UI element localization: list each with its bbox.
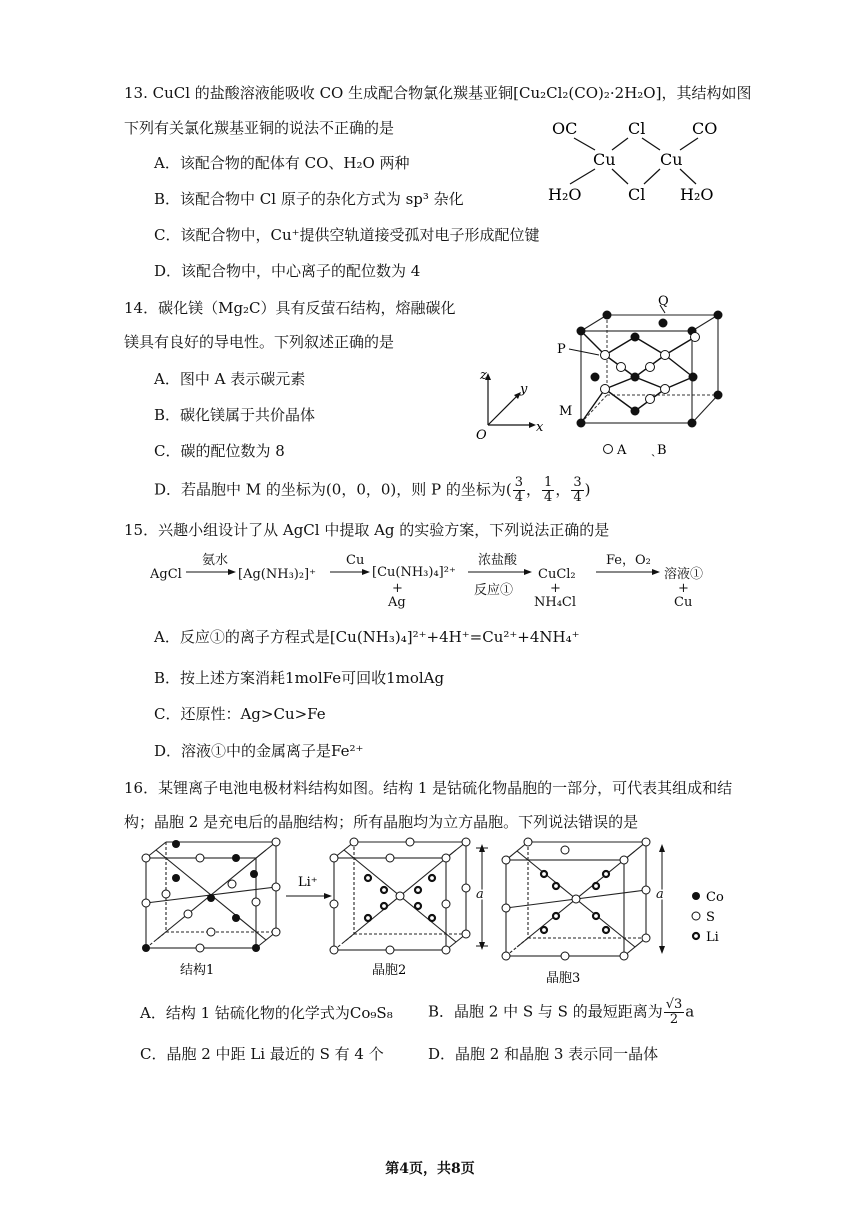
legend-co-label: Co: [706, 890, 724, 905]
q14-stem-line2: 镁具有良好的导电性。下列叙述正确的是: [124, 333, 395, 351]
q16-structures-diagram: [136, 834, 736, 986]
q14-option-c: C．碳的配位数为 8: [154, 442, 285, 460]
scheme-agcl: AgCl: [150, 567, 182, 582]
q15-option-b: B．按上述方案消耗1molFe可回收1molAg: [154, 669, 445, 687]
scheme-reagent4: Fe，O₂: [606, 553, 651, 568]
q14-option-a: A．图中 A 表示碳元素: [154, 370, 306, 388]
q15-reaction-scheme: [150, 548, 710, 614]
legend-li-marker: [693, 933, 699, 939]
a-label-cell3: a: [656, 887, 664, 902]
legend-a-marker: [604, 445, 613, 454]
h2o-left-label: H₂O: [548, 185, 582, 204]
scheme-plus1: +: [392, 581, 403, 596]
q16-stem-line2: 构；晶胞 2 是充电后的晶胞结构；所有晶胞均为立方晶胞。下列说法错误的是: [124, 813, 639, 831]
fraction-z: $\frac{3}{4}$: [573, 475, 582, 505]
scheme-reagent3-top: 浓盐酸: [478, 553, 518, 568]
q13-stem-line1: 13. CuCl 的盐酸溶液能吸收 CO 生成配合物氯化羰基亚铜[Cu₂Cl₂(CO)₂·2H₂O]，其结构如图: [124, 84, 752, 102]
q16-stem-line1: 16．某锂离子电池电极材料结构如图。结构 1 是钴硫化物晶胞的一部分，可代表其组成和结: [124, 779, 733, 797]
cu-left-label: Cu: [593, 150, 616, 169]
q16-option-d: D．晶胞 2 和晶胞 3 表示同一晶体: [428, 1045, 659, 1063]
fraction-sqrt3-over-2: $\frac{√3}{2}$: [665, 997, 683, 1027]
cu-right-label: Cu: [660, 150, 683, 169]
axis-y-label: y: [520, 382, 528, 397]
oc-label: OC: [552, 119, 578, 138]
caption-structure1: 结构1: [180, 963, 215, 978]
fraction-x: $\frac{3}{4}$: [514, 475, 524, 505]
caption-cell3: 晶胞3: [546, 971, 581, 986]
scheme-plus2: +: [550, 581, 561, 596]
origin-label: O: [476, 428, 487, 443]
li-arrow-label: Li⁺: [298, 875, 318, 890]
legend-b-mark: ˏ: [651, 443, 656, 458]
legend-s-marker: [692, 912, 700, 920]
caption-cell2: 晶胞2: [372, 963, 407, 978]
axis-z-label: z: [480, 368, 487, 383]
q15-option-a: A．反应①的离子方程式是[Cu(NH₃)₄]²⁺+4H⁺=Cu²⁺+4NH₄⁺: [154, 628, 580, 646]
q13-option-c: C．该配合物中，Cu⁺提供空轨道接受孤对电子形成配位键: [154, 226, 540, 244]
q13-option-b: B．该配合物中 Cl 原子的杂化方式为 sp³ 杂化: [154, 190, 464, 208]
axis-x-label: x: [536, 420, 544, 435]
q15-option-c: C．还原性：Ag>Cu>Fe: [154, 705, 326, 723]
q15-stem: 15．兴趣小组设计了从 AgCl 中提取 Ag 的实验方案，下列说法正确的是: [124, 521, 610, 539]
scheme-nh4cl: NH₄Cl: [534, 595, 577, 610]
q16-option-c: C．晶胞 2 中距 Li 最近的 S 有 4 个: [140, 1045, 384, 1063]
scheme-reagent3-bottom: 反应①: [474, 583, 514, 598]
scheme-plus3: +: [678, 581, 689, 596]
label-q: Q: [658, 294, 669, 309]
label-m: M: [559, 404, 573, 419]
scheme-cu: Cu: [674, 595, 693, 610]
cl-top-label: Cl: [628, 119, 646, 138]
legend-co-marker: [692, 892, 700, 900]
q13-option-d: D．该配合物中，中心离子的配位数为 4: [154, 262, 421, 280]
a-label-cell2: a: [476, 887, 484, 902]
fraction-y: $\frac{1}{4}$: [544, 475, 553, 505]
scheme-complex1: [Ag(NH₃)₂]⁺: [238, 567, 316, 582]
legend-li-label: Li: [706, 930, 719, 945]
q13-option-a: A．该配合物的配体有 CO、H₂O 两种: [154, 154, 410, 172]
q16-option-a: A．结构 1 钴硫化物的化学式为Co₉S₈: [140, 1004, 393, 1022]
q16-option-b-prefix: B．晶胞 2 中 S 与 S 的最短距离为: [428, 1002, 663, 1021]
label-p: P: [557, 342, 566, 357]
legend-a-label: A: [617, 443, 627, 458]
q16-option-b: B．晶胞 2 中 S 与 S 的最短距离为 $\frac{√3}{2}$ a: [428, 997, 695, 1027]
co-label: CO: [692, 119, 718, 138]
q14-option-d: D．若晶胞中 M 的坐标为(0，0，0)，则 P 的坐标为( $\frac{3}{4}$ ， $\frac{1}{4}$ ， $\frac{3}{4}$ ): [154, 475, 591, 505]
scheme-solution: 溶液①: [664, 567, 704, 582]
page-footer: 第4页，共8页: [385, 1161, 475, 1177]
legend-s-label: S: [706, 910, 715, 925]
q13-structure-diagram: [540, 112, 740, 212]
legend-b-label: B: [657, 443, 667, 458]
q14-option-b: B．碳化镁属于共价晶体: [154, 406, 316, 424]
q14-option-d-prefix: D．若晶胞中 M 的坐标为(0，0，0)，则 P 的坐标为(: [154, 480, 512, 499]
h2o-right-label: H₂O: [680, 185, 714, 204]
q14-axes-diagram: [470, 365, 550, 445]
q14-crystal-cell: [555, 293, 745, 463]
q15-option-d: D．溶液①中的金属离子是Fe²⁺: [154, 742, 364, 760]
scheme-reagent1: 氨水: [202, 553, 229, 568]
q13-stem-line2: 下列有关氯化羰基亚铜的说法不正确的是: [124, 119, 395, 137]
cl-bottom-label: Cl: [628, 185, 646, 204]
q14-stem-line1: 14．碳化镁（Mg₂C）具有反萤石结构，熔融碳化: [124, 299, 456, 317]
scheme-ag: Ag: [388, 595, 406, 610]
scheme-cucl2: CuCl₂: [538, 567, 576, 582]
scheme-complex2: [Cu(NH₃)₄]²⁺: [372, 565, 456, 580]
scheme-reagent2: Cu: [346, 553, 365, 568]
